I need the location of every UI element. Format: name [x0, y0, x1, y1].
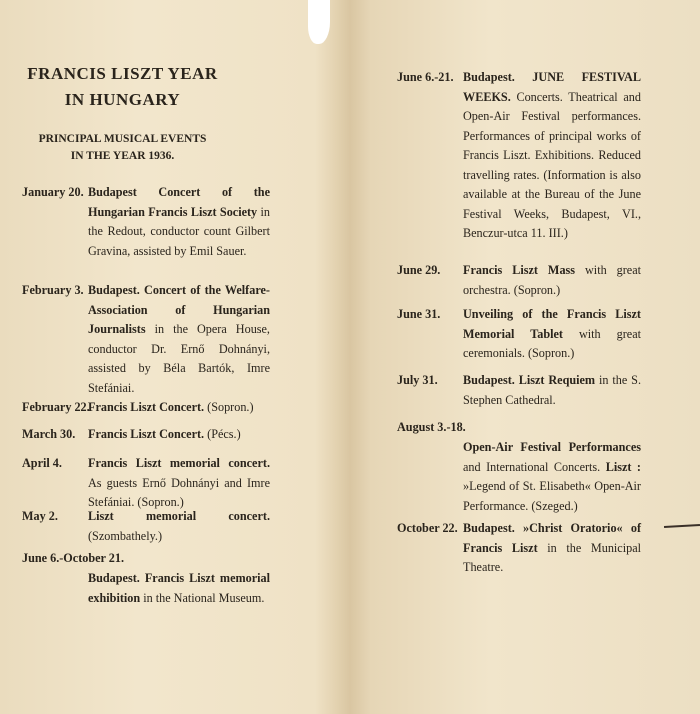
event-highlight: Francis Liszt Mass: [463, 263, 585, 277]
event-date: February 3.: [22, 283, 84, 297]
subheading-line2: IN THE YEAR 1936.: [70, 150, 175, 162]
event-highlight: Budapest. Liszt Requiem: [463, 373, 599, 387]
event-description: [88, 183, 270, 261]
event-description: [88, 425, 270, 445]
event-date: July 31.: [397, 373, 438, 387]
paper-tear: [308, 0, 330, 44]
event-detail: As guests Ernő Dohnányi and Imre Stefániai. (Sopron.): [88, 475, 270, 509]
event-date: May 2.: [22, 509, 58, 523]
event-highlight: Open-Air Festival Performances: [463, 440, 641, 454]
event-date: June 6.-October 21.: [22, 551, 125, 565]
event-highlight: Budapest. JUNE FESTIVAL WEEKS.: [463, 70, 641, 104]
event-detail: in the Municipal Theatre.: [463, 540, 641, 574]
event-detail: in the Redout, conductor count Gilbert Gravina, assisted by Emil Sauer.: [88, 204, 270, 258]
event-detail: »Legend of St. Elisabeth« Open-Air Performance. (Szeged.): [463, 479, 641, 513]
event-description: [88, 569, 270, 608]
event-highlight: Unveiling of the Francis Liszt Memorial Tablet: [463, 307, 641, 341]
event-detail: in the Opera House, conductor Dr. Ernő Dohnányi, assisted by Béla Bartók, Imre Stefániai.: [88, 322, 270, 395]
event-highlight: Budapest. Concert of the Welfare-Association of Hungarian Journalists: [88, 283, 270, 336]
event-date: August 3.-18.: [397, 420, 466, 434]
event-date: October 22.: [397, 521, 458, 535]
event-description: [463, 68, 641, 244]
event-detail: (Sopron.): [207, 400, 254, 414]
event-date: April 4.: [22, 456, 62, 470]
event-highlight: Francis Liszt Concert.: [88, 427, 208, 441]
event-detail: and International Concerts.: [463, 459, 606, 474]
event-description: [88, 281, 270, 398]
event-date: June 29.: [397, 263, 441, 277]
event-description: [463, 438, 641, 516]
event-detail: with great ceremonials. (Sopron.): [463, 326, 641, 360]
paper-crease: [664, 524, 700, 528]
event-highlight: Liszt :: [605, 459, 641, 474]
event-date: March 30.: [22, 427, 76, 441]
page-title-line2: IN HUNGARY: [64, 90, 181, 109]
event-description: [463, 305, 641, 364]
event-date: June 6.-21.: [397, 70, 454, 84]
event-detail: in the S. Stephen Cathedral.: [463, 373, 641, 407]
event-description: [88, 398, 270, 418]
event-highlight: Liszt memorial concert.: [88, 509, 270, 523]
event-detail: with great orchestra. (Sopron.): [463, 263, 641, 297]
event-description: [463, 261, 641, 300]
event-description: [463, 519, 641, 578]
event-date: February 22.: [22, 400, 90, 414]
event-date: January 20.: [22, 185, 84, 199]
event-detail: (Pécs.): [207, 427, 241, 441]
event-detail: in the National Museum.: [143, 590, 265, 605]
event-highlight: Budapest. Francis Liszt memorial exhibition: [88, 571, 270, 605]
event-highlight: Francis Liszt Concert.: [88, 400, 208, 414]
event-highlight: Budapest. »Christ Oratorio« of Francis Liszt: [463, 521, 641, 555]
event-description: [88, 507, 270, 546]
event-description: [463, 371, 641, 410]
event-date: June 31.: [397, 307, 441, 321]
event-detail: (Szombathely.): [88, 528, 163, 543]
event-description: [88, 454, 270, 513]
subheading-line1: PRINCIPAL MUSICAL EVENTS: [38, 133, 207, 145]
page-title-line1: FRANCIS LISZT YEAR: [27, 64, 218, 83]
event-highlight: Francis Liszt memorial concert.: [88, 456, 270, 470]
event-detail: Concerts. Theatrical and Open-Air Festival performances. Performances of principal works of Francis Liszt. Exhibitions. Reduced travelling rates. (Information is also available at the Bureau of the June Festival Weeks, Budapest, VI., Benczur-utca 11. III.): [463, 89, 641, 240]
event-highlight: Budapest Concert of the Hungarian Francis Liszt Society: [88, 185, 270, 219]
